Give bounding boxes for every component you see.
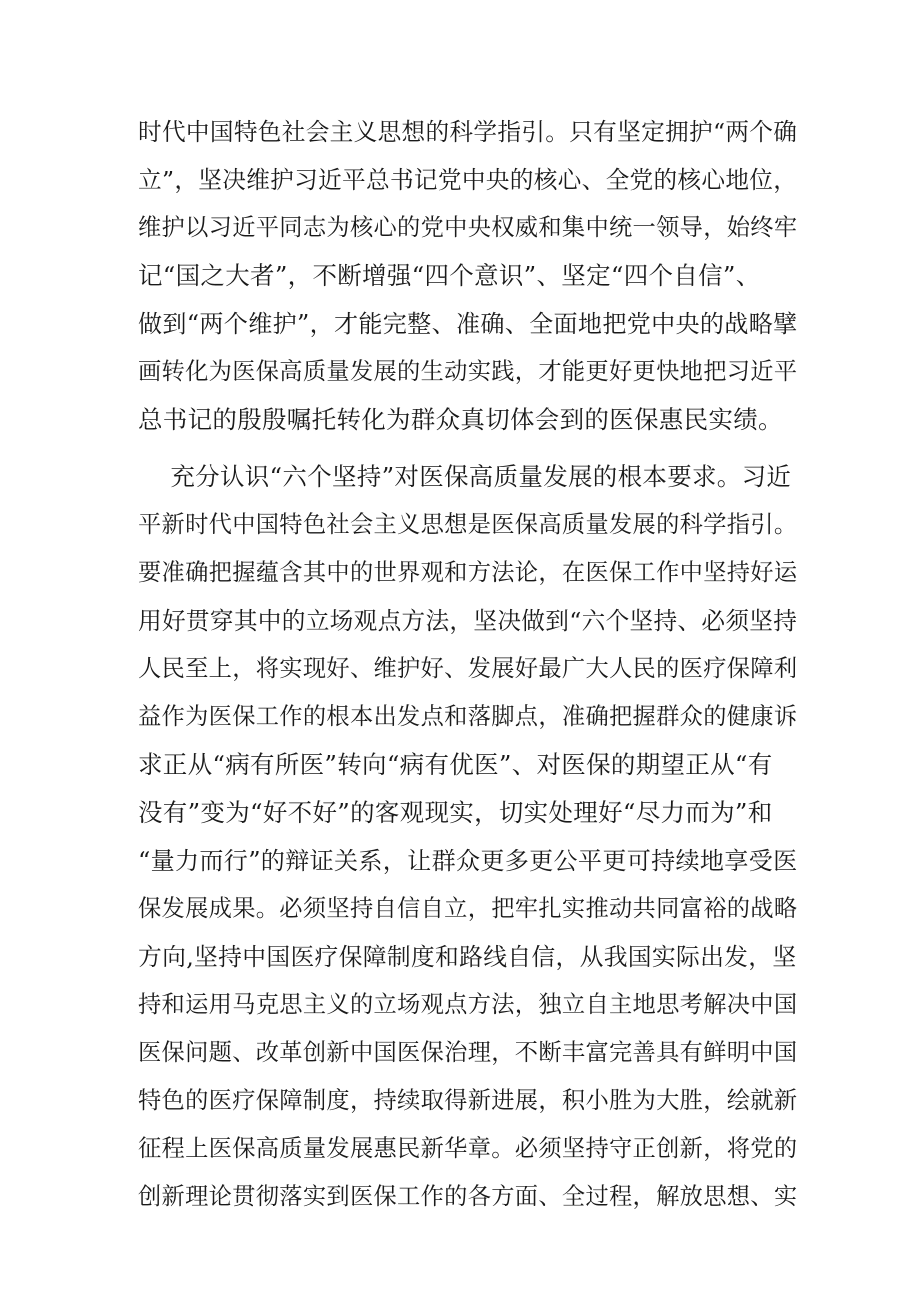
text-line: 方向,坚持中国医疗保障制度和路线自信，从我国实际出发，坚 (138, 943, 797, 971)
text-line: 征程上医保高质量发展惠民新华章。必须坚持守正创新，将党的 (138, 1135, 798, 1162)
text-line: 用好贯穿其中的立场观点方法，坚决做到“六个坚持、必须坚持 (138, 607, 798, 635)
paragraph-2 (138, 453, 797, 1221)
text-line: 平新时代中国特色社会主义思想是医保高质量发展的科学指引。 (138, 511, 798, 538)
text-line: 充分认识“六个坚持”对医保高质量发展的根本要求。习近 (138, 462, 792, 491)
text-line: 没有”变为“好不好”的客观现实，切实处理好“尽力而为”和 (138, 798, 773, 827)
text-line: 要准确把握蕴含其中的世界观和方法论，在医保工作中坚持好运 (138, 559, 798, 586)
text-line: 持和运用马克思主义的立场观点方法，独立自主地思考解决中国 (138, 991, 798, 1018)
text-line: 人民至上，将实现好、维护好、发展好最广大人民的医疗保障利 (138, 655, 798, 682)
text-line: 维护以习近平同志为核心的党中央权威和集中统一领导，始终牢 (138, 214, 798, 241)
text-line: 特色的医疗保障制度，持续取得新进展，积小胜为大胜，绘就新 (138, 1087, 798, 1114)
text-line: “量力而行”的辩证关系，让群众更多更公平更可持续地享受医 (138, 847, 798, 875)
text-line: 记“国之大者”，不断增强“四个意识”、坚定“四个自信”、 (138, 261, 761, 290)
text-line: 保发展成果。必须坚持自信自立，把牢扎实推动共同富裕的战略 (138, 895, 798, 922)
text-line: 做到“两个维护”，才能完整、准确、全面地把党中央的战略擘 (138, 310, 798, 338)
text-line: 画转化为医保高质量发展的生动实践，才能更好更快地把习近平 (138, 358, 798, 385)
text-line: 立”，坚决维护习近平总书记党中央的核心、全党的核心地位， (138, 166, 798, 194)
text-line: 时代中国特色社会主义思想的科学指引。只有坚定拥护“两个确 (138, 118, 798, 146)
text-line: 益作为医保工作的根本出发点和落脚点，准确把握群众的健康诉 (138, 703, 798, 730)
text-line: 医保问题、改革创新中国医保治理，不断丰富完善具有鲜明中国 (138, 1039, 798, 1066)
text-line: 创新理论贯彻落实到医保工作的各方面、全过程，解放思想、实 (138, 1183, 798, 1210)
text-line: 求正从“病有所医”转向“病有优医”、对医保的期望正从“有 (138, 750, 773, 779)
paragraph-1 (138, 108, 797, 444)
text-line: 总书记的殷殷嘱托转化为群众真切体会到的医保惠民实绩。 (138, 405, 783, 434)
